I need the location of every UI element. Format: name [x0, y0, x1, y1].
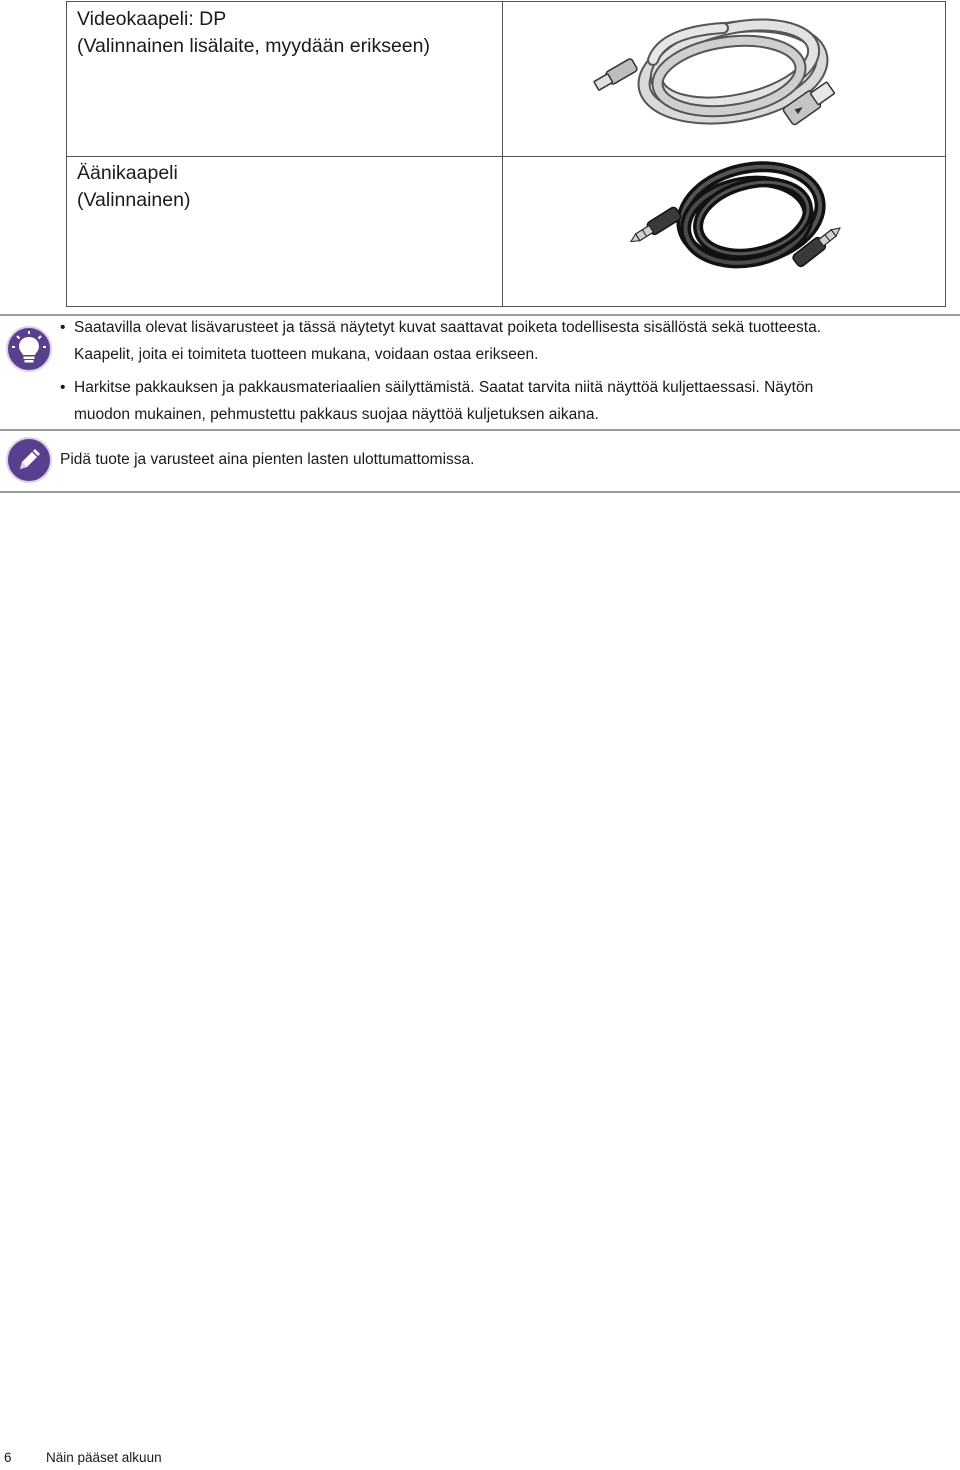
- accessory-description: [67, 2, 503, 156]
- accessory-description: [67, 156, 503, 306]
- audio-cable-illustration: [503, 156, 945, 306]
- section-title: Näin pääset alkuun: [46, 1450, 162, 1465]
- bullet: •: [60, 379, 66, 396]
- audio-cable-image: [503, 156, 945, 306]
- accessory-row-audio-cable: [67, 156, 945, 306]
- accessory-note: (Valinnainen lisälaite, myydään erikseen): [77, 35, 430, 57]
- note-text: Pidä tuote ja varusteet aina pienten lasten ulottumattomissa.: [60, 451, 475, 468]
- tip-text-line: Saatavilla olevat lisävarusteet ja tässä näytetyt kuvat saattavat poiketa todellisesta sisällöstä sekä tuotteesta.: [74, 319, 821, 336]
- accessory-name: Videokaapeli: DP: [77, 8, 227, 30]
- divider: [0, 491, 960, 493]
- accessory-note: (Valinnainen): [77, 189, 191, 211]
- dp-cable-image: [503, 2, 945, 156]
- tip-item: [60, 374, 940, 428]
- tip-text-line: muodon mukainen, pehmustettu pakkaus suojaa näyttöä kuljetuksen aikana.: [74, 406, 599, 423]
- bullet: •: [60, 319, 66, 336]
- page-number: 6: [4, 1450, 12, 1465]
- tip-text-line: Kaapelit, joita ei toimiteta tuotteen mukana, voidaan ostaa erikseen.: [74, 346, 539, 363]
- tip-list: [60, 314, 940, 428]
- tip-text-line: Harkitse pakkauksen ja pakkausmateriaalien säilyttämistä. Saatat tarvita niitä näyttöä kuljettaessasi. Näytön: [74, 379, 814, 396]
- divider: [0, 429, 960, 431]
- pencil-icon: [6, 437, 52, 483]
- tip-item: [60, 314, 940, 368]
- accessory-row-dp-cable: [67, 2, 945, 157]
- lightbulb-icon: [6, 326, 52, 372]
- displayport-cable-illustration: [503, 2, 945, 154]
- accessory-table: [66, 1, 946, 307]
- accessory-name: Äänikaapeli: [77, 162, 178, 184]
